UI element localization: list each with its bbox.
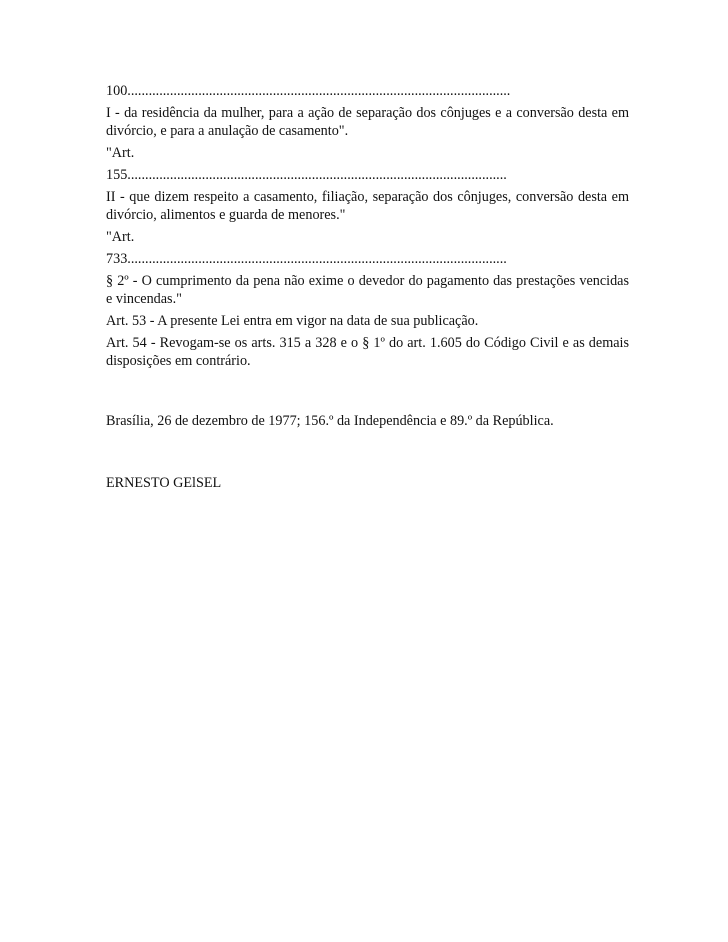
art-label: "Art. bbox=[106, 229, 135, 245]
date-line: Brasília, 26 de dezembro de 1977; 156.º da Independência e 89.º da República. bbox=[106, 413, 554, 429]
ellipsis-line-733: 733........................................................................................................... bbox=[106, 251, 507, 267]
spacer bbox=[106, 434, 629, 474]
art-53-paragraph: Art. 53 - A presente Lei entra em vigor na data de sua publicação. bbox=[106, 313, 479, 329]
section-2-paragraph: § 2º - O cumprimento da pena não exime o devedor do pagamento das prestações vencidas e vincendas." bbox=[106, 273, 629, 307]
art-54-paragraph: Art. 54 - Revogam-se os arts. 315 a 328 e o § 1º do art. 1.605 do Código Civil e as demais disposições em contrário. bbox=[106, 335, 629, 369]
art-label: "Art. bbox=[106, 145, 135, 161]
ellipsis-line-100: 100............................................................................................................ bbox=[106, 83, 511, 99]
document-body bbox=[106, 82, 629, 496]
spacer bbox=[106, 374, 629, 412]
signature: ERNESTO GElSEL bbox=[106, 475, 222, 491]
item-ii-paragraph: II - que dizem respeito a casamento, filiação, separação dos cônjuges, conversão desta em divórcio, alimentos e guarda de menores." bbox=[106, 189, 629, 223]
ellipsis-line-155: 155........................................................................................................... bbox=[106, 167, 507, 183]
item-i-paragraph: I - da residência da mulher, para a ação de separação dos cônjuges e a conversão desta em divórcio, e para a anulação de casamento". bbox=[106, 105, 629, 139]
